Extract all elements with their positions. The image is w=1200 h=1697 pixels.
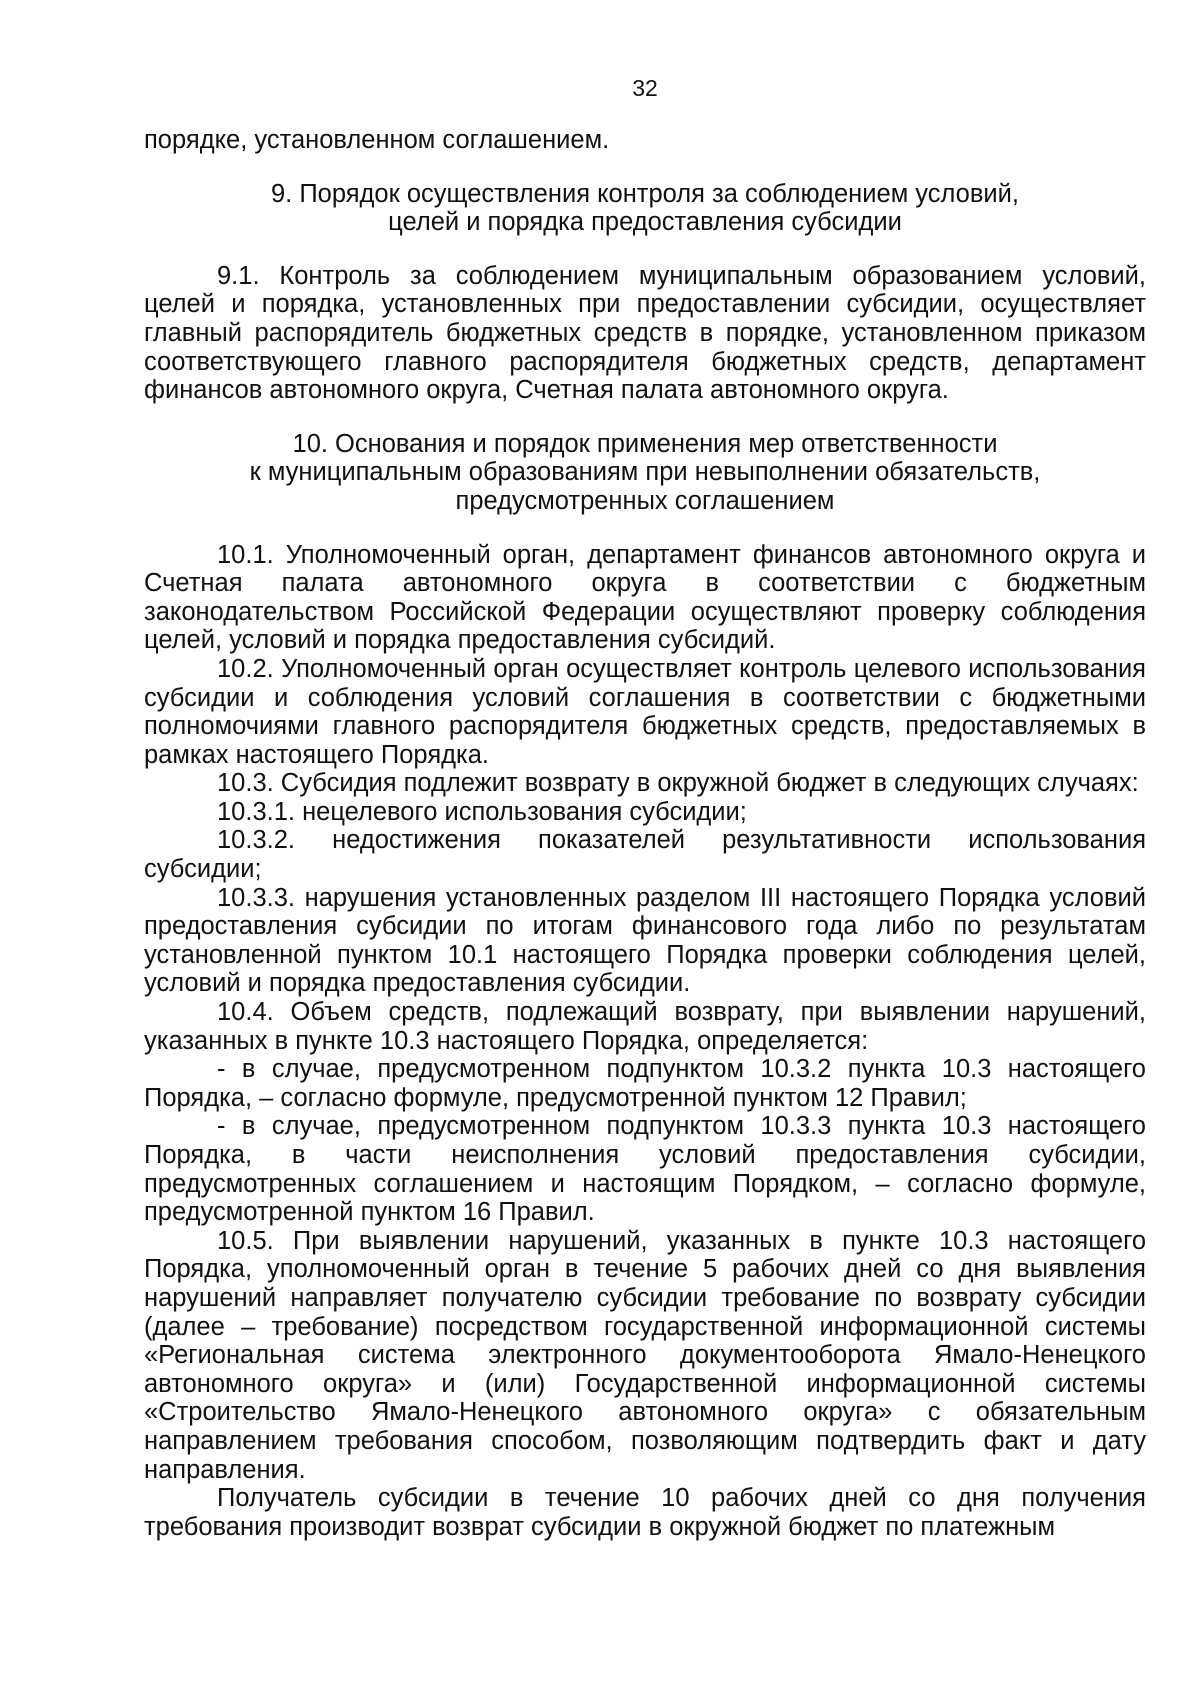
paragraph-recipient-refund: Получатель субсидии в течение 10 рабочих дней со дня получения требования производит возврат субсидии в окружной бюджет по платежным [144, 1484, 1146, 1541]
paragraph-10-3: 10.3. Субсидия подлежит возврату в окружной бюджет в следующих случаях: [217, 769, 1139, 798]
paragraph-10-2: 10.2. Уполномоченный орган осуществляет контроль целевого использования субсидии и соблюдения условий соглашения в соответствии с бюджетными полномочиями главного распорядителя бюджетных средств, предоставляемых в рамках настоящего Порядка. [144, 654, 1146, 769]
page-number: 32 [632, 75, 658, 101]
list-item-10-4-a: - в случае, предусмотренном подпунктом 10.3.2 пункта 10.3 настоящего Порядка, – согласно формуле, предусмотренной пунктом 12 Правил; [144, 1055, 1146, 1112]
document-body [144, 126, 1146, 1541]
paragraph-10-1: 10.1. Уполномоченный орган, департамент финансов автономного округа и Счетная палата автономного округа в соответствии с бюджетным законодательством Российской Федерации осуществляют проверку соблюдения целей, условий и порядка предоставления субсидий. [144, 540, 1146, 655]
paragraph-continuation: порядке, установленном соглашением. [144, 126, 610, 154]
paragraph-10-3-3: 10.3.3. нарушения установленных разделом III настоящего Порядка условий предоставления субсидии по итогам финансового года либо по результатам установленной пунктом 10.1 настоящего Порядка проверки соблюдения целей, условий и порядка предоставления субсидии. [144, 883, 1146, 998]
list-item-10-4-b: - в случае, предусмотренном подпунктом 10.3.3 пункта 10.3 настоящего Порядка, в части неисполнения условий предоставления субсидии, предусмотренных соглашением и настоящим Порядком, – согласно формуле, предусмотренной пунктом 16 Правил. [144, 1112, 1146, 1227]
paragraph-10-5: 10.5. При выявлении нарушений, указанных в пункте 10.3 настоящего Порядка, уполномоченный орган в течение 5 рабочих дней со дня выявления нарушений направляет получателю субсидии требование по возврату субсидии (далее – требование) посредством государственной информационной системы «Региональная система электронного документооборота Ямало-Ненецкого автономного округа» и (или) Государственной информационной системы «Строительство Ямало-Ненецкого автономного округа» с обязательным направлением требования способом, позволяющим подтвердить факт и дату направления. [144, 1226, 1146, 1484]
heading-line: 10. Основания и порядок применения мер ответственности [292, 429, 998, 458]
section-9-heading [144, 180, 1146, 237]
heading-line: целей и порядка предоставления субсидии [388, 208, 902, 237]
heading-line: предусмотренных соглашением [455, 486, 835, 515]
heading-line: к муниципальным образованиям при невыполнении обязательств, [249, 458, 1041, 487]
paragraph-10-4: 10.4. Объем средств, подлежащий возврату, при выявлении нарушений, указанных в пункте 10.3 настоящего Порядка, определяется: [144, 998, 1146, 1055]
paragraph-9-1: 9.1. Контроль за соблюдением муниципальным образованием условий, целей и порядка, установленных при предоставлении субсидии, осуществляет главный распорядитель бюджетных средств в порядке, установленном приказом соответствующего главного распорядителя бюджетных средств, департамент финансов автономного округа, Счетная палата автономного округа. [144, 261, 1146, 405]
heading-line: 9. Порядок осуществления контроля за соблюдением условий, [270, 179, 1019, 208]
section-10-heading [144, 430, 1146, 516]
paragraph-10-3-1: 10.3.1. нецелевого использования субсидии; [217, 797, 747, 826]
paragraph-10-3-2: 10.3.2. недостижения показателей результативности использования субсидии; [144, 826, 1146, 884]
